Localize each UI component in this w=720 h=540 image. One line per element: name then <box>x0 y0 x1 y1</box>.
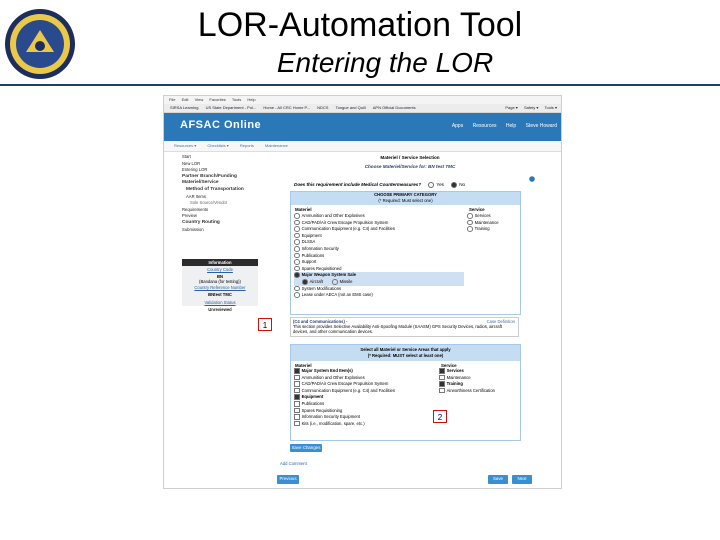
case-definition-link[interactable]: Case Definition <box>486 319 515 324</box>
checkbox-icon <box>294 381 300 387</box>
sidebar-item-new-lor[interactable]: New LOR <box>182 160 201 166</box>
subnav-maintenance[interactable]: Maintenance <box>265 143 288 148</box>
radio-selected-icon <box>451 182 457 188</box>
checkbox-option[interactable] <box>294 381 434 388</box>
option-label: Equipment <box>301 394 324 400</box>
info-country-code-label[interactable]: Country Code <box>207 267 233 273</box>
service-checkbox-list <box>439 368 519 394</box>
radio-icon <box>467 220 473 226</box>
option-label: Kits (i.e., modification, spare, etc.) <box>301 420 365 426</box>
radio-icon <box>294 239 300 245</box>
primary-category-header <box>291 192 520 205</box>
info-panel-title: Information <box>182 259 258 266</box>
next-button[interactable]: Next <box>512 475 532 484</box>
service-areas-title: Select all Materiel or Service Areas that apply <box>360 347 451 352</box>
help-icon[interactable] <box>529 176 535 182</box>
info-ref-value: BNtest TMC <box>208 292 232 298</box>
checkbox-icon <box>294 414 300 420</box>
checkbox-checked-icon <box>439 368 445 374</box>
option-label: Publications <box>301 252 325 258</box>
sidebar-item-partner[interactable]: Partner Branch/Funding <box>182 173 237 179</box>
option-label: Equipment <box>301 232 322 238</box>
browser-screenshot <box>163 95 562 489</box>
section-title: Materiel / Service Selection <box>380 155 440 160</box>
radio-selected-icon <box>302 279 308 285</box>
nav-resources[interactable]: Resources <box>472 123 497 129</box>
menu-file[interactable]: File <box>169 97 176 102</box>
option-label: CAD/PAD/Air Crew Escape Propulsion System <box>301 219 389 225</box>
menu-help[interactable]: Help <box>247 97 256 102</box>
option-label: DLSSA <box>301 239 316 245</box>
callout-1: 1 <box>258 318 272 331</box>
checkbox-option[interactable] <box>294 394 434 401</box>
sidebar-item-materiel[interactable]: Materiel/Service <box>182 180 219 186</box>
sidebar-item-preview[interactable]: Preview <box>182 213 197 219</box>
fav-item[interactable]: SIRSA Learning <box>170 105 199 110</box>
radio-icon <box>294 266 300 272</box>
radio-option[interactable] <box>294 266 464 273</box>
radio-option[interactable] <box>294 292 464 299</box>
option-label: Communication Equipment (e.g. C4) and Facilities <box>301 226 395 232</box>
service-radio-list <box>467 213 517 233</box>
option-label: Maintenance <box>446 374 471 380</box>
option-label: Spares Requisitioning <box>301 407 343 413</box>
radio-option[interactable] <box>294 259 464 266</box>
service-areas-note: (* Required: MUST select at least one) <box>367 352 444 358</box>
service-column-title: Service <box>469 207 485 212</box>
menu-tools[interactable]: Tools <box>231 97 242 102</box>
checkbox-checked-icon <box>294 394 300 400</box>
option-label: Major Weapon System Sale <box>301 272 356 278</box>
slide-subtitle: Entering the LOR <box>276 47 494 78</box>
checkbox-option[interactable] <box>294 408 434 415</box>
option-label: Missile <box>339 278 353 284</box>
info-validation-label[interactable]: Validation Status <box>204 299 236 305</box>
option-label: Training <box>474 226 490 232</box>
radio-option[interactable] <box>467 226 517 233</box>
checkbox-icon <box>439 388 445 394</box>
menu-view[interactable]: View <box>194 97 204 102</box>
checkbox-icon <box>294 375 300 381</box>
option-label: Lease under AECA (not an EMS case) <box>301 292 373 298</box>
checkbox-icon <box>439 375 445 381</box>
checkbox-icon <box>294 388 300 394</box>
option-label: Maintenance <box>474 219 499 225</box>
save-button[interactable]: Save <box>488 475 508 484</box>
save-changes-button[interactable]: Save Changes <box>291 445 321 450</box>
radio-option[interactable] <box>294 226 464 233</box>
option-label: Major System End Item(s) <box>301 368 353 373</box>
option-label: System Modifications <box>301 285 342 291</box>
radio-icon <box>294 286 300 292</box>
mcm-no-option[interactable] <box>451 182 465 187</box>
radio-option-selected[interactable] <box>294 272 464 279</box>
checkbox-icon <box>294 408 300 414</box>
checkbox-icon <box>294 401 300 407</box>
radio-option[interactable] <box>294 246 464 253</box>
radio-icon <box>332 279 338 285</box>
checkbox-checked-icon <box>439 381 445 387</box>
subnav-resources[interactable]: Resources ▾ <box>174 143 197 148</box>
sidebar-item-start[interactable]: Start <box>182 154 191 159</box>
mcm-no-label: No <box>459 182 466 188</box>
option-label: Services <box>474 213 491 218</box>
fav-item[interactable]: US State Department - Pol... <box>205 105 257 110</box>
radio-icon <box>428 182 434 188</box>
radio-icon <box>467 226 473 232</box>
checkbox-option[interactable] <box>439 388 519 395</box>
primary-category-title: CHOOSE PRIMARY CATEGORY <box>374 192 437 197</box>
subnav-reports[interactable]: Reports <box>239 143 254 148</box>
info-country-name: (Bandana (for testing)) <box>199 278 241 284</box>
radio-icon <box>294 220 300 226</box>
sidebar <box>182 154 272 233</box>
favorites-bar <box>164 104 561 113</box>
info-ref-label[interactable]: Country Reference Number <box>194 284 246 290</box>
mcm-yes-option[interactable] <box>428 182 444 187</box>
option-label: Airworthiness Certification <box>446 387 495 393</box>
option-label: Ammunition and Other Explosives <box>301 374 365 380</box>
mcm-question <box>294 182 465 188</box>
radio-option[interactable] <box>294 286 464 293</box>
sidebar-item-routing[interactable]: Country Routing <box>182 219 220 225</box>
slide-title: LOR-Automation Tool <box>197 6 523 44</box>
safety-menu[interactable]: Safety ▾ <box>523 105 539 110</box>
fav-item[interactable]: NDCS <box>317 105 329 110</box>
app-header <box>164 113 561 141</box>
option-label: Training <box>446 381 463 387</box>
primary-category-note: (* Required: Must select one) <box>378 198 433 203</box>
checkbox-icon <box>294 421 300 427</box>
option-label: Information Security <box>301 245 339 251</box>
nav-user[interactable]: Steve Howard <box>525 123 557 129</box>
checkbox-option[interactable] <box>294 368 434 375</box>
materiel-checkbox-list <box>294 368 434 427</box>
radio-icon <box>467 213 473 219</box>
radio-option[interactable] <box>294 233 464 240</box>
add-comment-link[interactable]: Add Comment <box>280 461 307 466</box>
materiel-radio-list <box>294 213 464 299</box>
checkbox-option[interactable] <box>439 375 519 382</box>
checkbox-option[interactable] <box>294 375 434 382</box>
app-subnav <box>164 141 561 152</box>
option-label: Ammunition and Other Explosives <box>301 213 365 218</box>
fav-item[interactable]: Home - All CRC Home P... <box>263 105 311 110</box>
section-subtitle: Choose Materiel/Service for: BN test TMC <box>364 164 456 169</box>
app-nav <box>444 123 557 129</box>
sidebar-item-transport[interactable]: Method of Transportation <box>186 186 244 192</box>
checkbox-option[interactable] <box>439 381 519 388</box>
radio-option[interactable] <box>294 253 464 260</box>
materiel-column-title: Materiel <box>295 207 312 212</box>
page-menu[interactable]: Page ▾ <box>505 105 518 110</box>
radio-option[interactable] <box>294 239 464 246</box>
title-divider <box>0 84 720 86</box>
radio-icon <box>294 233 300 239</box>
tools-menu[interactable]: Tools ▾ <box>544 105 557 110</box>
info-validation-value: Unreviewed <box>182 306 258 313</box>
option-label: Spares Requisitioned <box>301 265 342 271</box>
fav-item[interactable]: APN Official Documents <box>372 105 416 110</box>
option-label: Support <box>301 259 317 265</box>
previous-button[interactable]: Previous <box>277 475 299 484</box>
option-label: Publications <box>301 400 325 406</box>
radio-icon <box>294 259 300 265</box>
radio-option[interactable] <box>467 220 517 227</box>
option-label: Aircraft <box>309 278 323 284</box>
service-areas-header <box>291 345 520 361</box>
sidebar-item-entering-lor[interactable]: Entering LOR <box>182 167 208 173</box>
category-description <box>290 317 519 337</box>
checkbox-checked-icon <box>294 368 300 374</box>
radio-option[interactable] <box>294 213 464 220</box>
nav-help[interactable]: Help <box>505 123 517 129</box>
radio-icon <box>294 213 300 219</box>
checkbox-option[interactable] <box>294 401 434 408</box>
radio-option[interactable] <box>294 220 464 227</box>
fav-item[interactable]: Tongue and Quill <box>335 105 366 110</box>
option-label: Services <box>446 368 464 373</box>
callout-2: 2 <box>433 410 447 423</box>
radio-icon <box>294 226 300 232</box>
radio-selected-icon <box>294 272 300 278</box>
radio-suboption[interactable] <box>294 279 464 286</box>
primary-category-box <box>290 191 521 315</box>
radio-icon <box>294 253 300 259</box>
sidebar-item-requirements[interactable]: Requirements <box>182 206 209 212</box>
radio-icon <box>294 246 300 252</box>
app-logo[interactable]: AFSAC Online <box>180 119 262 131</box>
sidebar-item-submission[interactable]: Submission <box>182 226 204 232</box>
subnav-checklists[interactable]: Checklists ▾ <box>207 143 229 148</box>
option-label: Information Security Equipment <box>301 414 361 420</box>
mcm-yes-label: Yes <box>436 182 444 188</box>
browser-menu-bar <box>164 96 561 104</box>
service-areas-box <box>290 344 521 441</box>
mcm-question-text: Does this requirement include Medical Countermeasures? <box>294 182 422 188</box>
checkbox-option[interactable] <box>294 421 434 428</box>
option-label: CAD/PAD/Air Crew Escape Propulsion System <box>301 381 389 387</box>
radio-option[interactable] <box>467 213 517 220</box>
description-text: This section provides Selective Availability Anti-Spoofing Module (SAASM) GPS Security Devices, radios, aircraft devices, and other communication devices. <box>293 324 502 334</box>
sidebar-item-aar[interactable]: AAR Items <box>186 193 207 199</box>
menu-edit[interactable]: Edit <box>181 97 189 102</box>
info-country-code: BN <box>216 273 224 279</box>
menu-favorites[interactable]: Favorites <box>209 97 226 102</box>
sidebar-item-sole-source[interactable]: Sole Source/Vendor <box>190 200 228 206</box>
checkbox-option[interactable] <box>294 388 434 395</box>
radio-icon <box>294 292 300 298</box>
checkbox-option[interactable] <box>439 368 519 375</box>
checkbox-option[interactable] <box>294 414 434 421</box>
info-panel <box>182 259 258 313</box>
description-title: (C4 and Communications) - <box>293 319 348 324</box>
nav-apps[interactable]: Apps <box>451 123 464 129</box>
service-column-title: Service <box>441 363 457 368</box>
option-label: Communication Equipment (e.g. C4) and Facilities <box>301 387 395 393</box>
materiel-column-title: Materiel <box>295 363 312 368</box>
